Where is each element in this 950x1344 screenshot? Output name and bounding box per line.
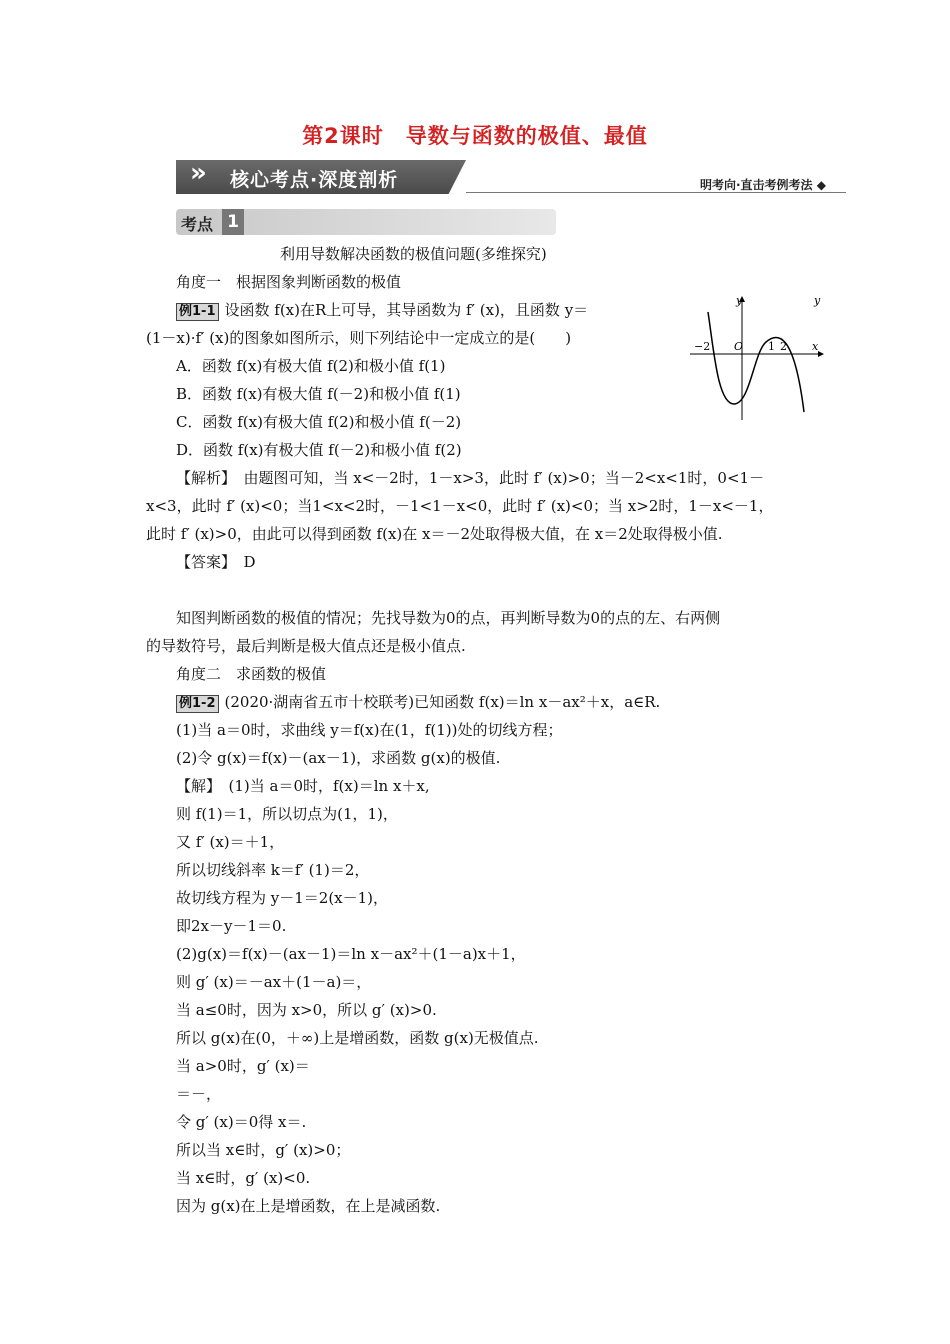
solution-line: (1)当 a＝0时，求曲线 y＝f(x)在(1，f(1))处的切线方程； — [176, 721, 563, 739]
banner-subtitle: 明考向·直击考例考法 ◆ — [700, 178, 826, 192]
kaodian-label: 考点 — [181, 215, 214, 234]
option-c: C．函数 f(x)有极大值 f(2)和极小值 f(－2) — [176, 413, 462, 431]
solution-line: 所以当 x∈时，g′ (x)>0； — [176, 1141, 351, 1159]
solution-line: 则 g′ (x)＝－ax＋(1－a)＝， — [176, 973, 372, 991]
topic-subtitle: 利用导数解决函数的极值问题(多维探究) — [280, 245, 547, 263]
solution-line: 当 a>0时，g′ (x)＝ — [176, 1057, 310, 1075]
solution-line: 即2x－y－1＝0. — [176, 917, 287, 935]
lesson-title: 第2课时 导数与函数的极值、最值 — [302, 124, 648, 148]
solution-line: 【解】 (1)当 a＝0时，f(x)＝ln x＋x, — [176, 777, 430, 795]
example-tag: 例1-2 — [176, 695, 219, 713]
solution-line: 当 a≤0时，因为 x>0，所以 g′ (x)>0. — [176, 1001, 437, 1019]
analysis-line2: x<3，此时 f′ (x)<0；当1<x<2时，－1<1－x<0，此时 f′ (x)<0；当 x>2时，1－x<－1， — [146, 497, 774, 515]
answer: 【答案】 D — [176, 553, 256, 571]
function-graph — [686, 292, 826, 422]
y-label: y — [814, 294, 821, 307]
angle-one-heading: 角度一 根据图象判断函数的极值 — [176, 273, 402, 291]
x-arrow-icon — [818, 351, 824, 357]
angle-two-heading: 角度二 求函数的极值 — [176, 665, 327, 683]
solution-line: 又 f′ (x)＝＋1， — [176, 833, 285, 851]
chevron-icon: » — [190, 158, 199, 188]
example-tag: 例1-1 — [176, 303, 219, 321]
example-1-1-line2: (1－x)·f′ (x)的图象如图所示，则下列结论中一定成立的是( ) — [146, 329, 572, 347]
curve — [708, 312, 804, 412]
example-1-1-line1 — [176, 300, 588, 321]
y-axis-label: y — [736, 294, 743, 307]
solution-line: 故切线方程为 y－1＝2(x－1)， — [176, 889, 389, 907]
tick-2: 2 — [780, 340, 787, 353]
solution-line: ＝－， — [176, 1085, 222, 1103]
analysis-line3: 此时 f′ (x)>0，由此可以得到函数 f(x)在 x＝－2处取得极大值，在 x＝2处取得极小值. — [146, 525, 723, 543]
example-1-2-line1 — [176, 692, 660, 713]
tip-line1: 知图判断函数的极值的情况；先找导数为0的点，再判断导数为0的点的左、右两侧 — [176, 609, 721, 627]
tip-line2: 的导数符号，最后判断是极大值点还是极小值点. — [146, 637, 466, 655]
solution-line: 当 x∈时，g′ (x)<0. — [176, 1169, 311, 1187]
solution-line: 则 f(1)＝1，所以切点为(1，1)， — [176, 805, 398, 823]
example-text: (2020·湖南省五市十校联考)已知函数 f(x)＝ln x－ax²＋x，a∈R. — [224, 693, 661, 711]
option-b: B．函数 f(x)有极大值 f(－2)和极小值 f(1) — [176, 385, 461, 403]
option-a: A．函数 f(x)有极大值 f(2)和极小值 f(1) — [176, 357, 446, 375]
option-d: D．函数 f(x)有极大值 f(－2)和极小值 f(2) — [176, 441, 462, 459]
example-text: 设函数 f(x)在R上可导，其导函数为 f′ (x)，且函数 y＝ — [224, 301, 589, 319]
banner-title: 核心考点·深度剖析 — [230, 169, 399, 191]
origin-label: O — [734, 340, 744, 353]
x-axis-label: x — [812, 340, 819, 353]
tick-1: 1 — [768, 340, 775, 353]
tick-neg2: −2 — [694, 340, 711, 353]
solution-line: 所以 g(x)在(0，＋∞)上是增函数，函数 g(x)无极值点. — [176, 1029, 539, 1047]
solution-line: 因为 g(x)在上是增函数，在上是减函数. — [176, 1197, 441, 1215]
solution-line: (2)g(x)＝f(x)－(ax－1)＝ln x－ax²＋(1－a)x＋1， — [176, 945, 526, 963]
solution-line: 令 g′ (x)＝0得 x＝. — [176, 1113, 307, 1131]
kaodian-number: 1 — [222, 209, 244, 235]
analysis-line1: 【解析】 由题图可知，当 x<－2时，1－x>3，此时 f′ (x)>0；当－2<x<1时，0<1－ — [176, 469, 765, 487]
solution-line: (2)令 g(x)＝f(x)－(ax－1)，求函数 g(x)的极值. — [176, 749, 501, 767]
solution-line: 所以切线斜率 k＝f′ (1)＝2， — [176, 861, 370, 879]
